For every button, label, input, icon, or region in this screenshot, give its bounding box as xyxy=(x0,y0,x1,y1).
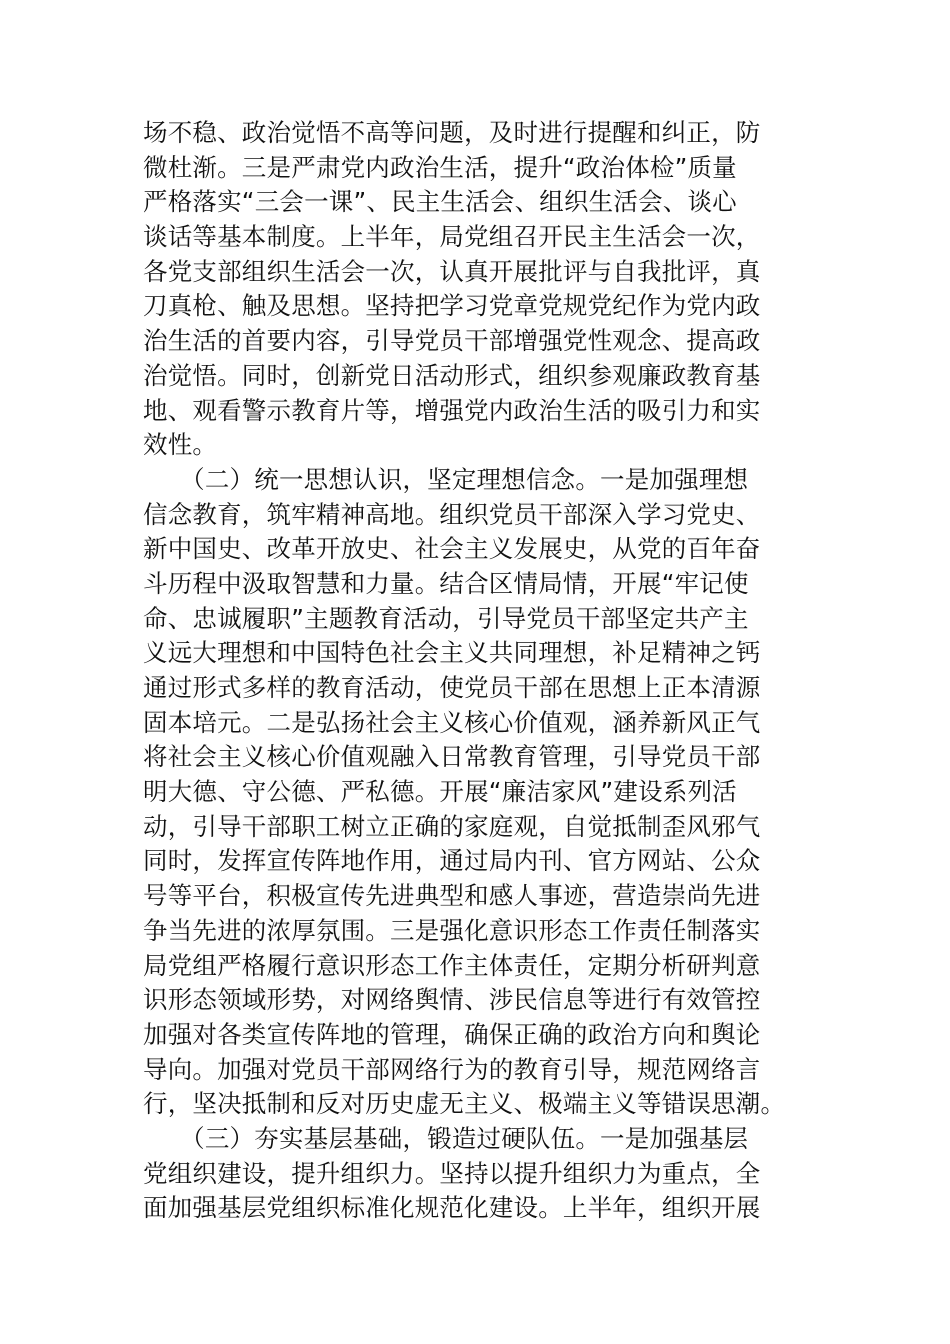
text-line-10: 效性。 xyxy=(143,430,218,460)
text-line-16: 义远大理想和中国特色社会主义共同理想，补足精神之钙 xyxy=(143,638,761,668)
text-line-27: 加强对各类宣传阵地的管理，确保正确的政治方向和舆论 xyxy=(143,1019,761,1049)
text-line-28: 导向。加强对党员干部网络行为的教育引导，规范网络言 xyxy=(143,1054,761,1084)
text-line-29: 行，坚决抵制和反对历史虚无主义、极端主义等错误思潮。 xyxy=(143,1089,786,1119)
text-line-22: 同时，发挥宣传阵地作用，通过局内刊、官方网站、公众 xyxy=(143,846,761,876)
text-line-14: 斗历程中汲取智慧和力量。结合区情局情，开展“牢记使 xyxy=(143,568,749,598)
section-heading-3-line: （三）夯实基层基础，锻造过硬队伍。一是加强基层 xyxy=(143,1123,749,1153)
section-heading-2-line: （二）统一思想认识，坚定理想信念。一是加强理想 xyxy=(143,464,749,494)
text-line-13: 新中国史、改革开放史、社会主义发展史，从党的百年奋 xyxy=(143,534,761,564)
text-line-8: 治觉悟。同时，创新党日活动形式，组织参观廉政教育基 xyxy=(143,360,761,390)
text-line-25: 局党组严格履行意识形态工作主体责任，定期分析研判意 xyxy=(143,950,761,980)
text-line-3: 严格落实“三会一课”、民主生活会、组织生活会、谈心 xyxy=(143,187,737,217)
text-line-18: 固本培元。二是弘扬社会主义核心价值观，涵养新风正气 xyxy=(143,707,761,737)
text-line-2: 微杜渐。三是严肃党内政治生活，提升“政治体检”质量 xyxy=(143,152,737,182)
text-line-23: 号等平台，积极宣传先进典型和感人事迹，营造崇尚先进 xyxy=(143,881,761,911)
text-line-21: 动，引导干部职工树立正确的家庭观，自觉抵制歪风邪气 xyxy=(143,811,761,841)
text-line-26: 识形态领域形势，对网络舆情、涉民信息等进行有效管控 xyxy=(143,985,761,1015)
text-line-1: 场不稳、政治觉悟不高等问题，及时进行提醒和纠正，防 xyxy=(143,118,761,147)
text-line-9: 地、观看警示教育片等，增强党内政治生活的吸引力和实 xyxy=(143,395,761,425)
text-line-24: 争当先进的浓厚氛围。三是强化意识形态工作责任制落实 xyxy=(143,915,761,945)
text-line-5: 各党支部组织生活会一次，认真开展批评与自我批评，真 xyxy=(143,256,761,286)
text-line-12: 信念教育，筑牢精神高地。组织党员干部深入学习党史、 xyxy=(143,499,761,529)
text-line-15: 命、忠诚履职”主题教育活动，引导党员干部坚定共产主 xyxy=(143,603,749,633)
text-line-17: 通过形式多样的教育活动，使党员干部在思想上正本清源 xyxy=(143,673,761,702)
text-line-6: 刀真枪、触及思想。坚持把学习党章党规党纪作为党内政 xyxy=(143,291,761,321)
text-line-7: 治生活的首要内容，引导党员干部增强党性观念、提高政 xyxy=(143,326,761,356)
text-line-31: 党组织建设，提升组织力。坚持以提升组织力为重点，全 xyxy=(143,1158,761,1188)
text-line-20: 明大德、守公德、严私德。开展“廉洁家风”建设系列活 xyxy=(143,777,737,807)
body-text xyxy=(143,116,809,1226)
text-line-4: 谈话等基本制度。上半年，局党组召开民主生活会一次， xyxy=(143,222,761,252)
text-line-32: 面加强基层党组织标准化规范化建设。上半年，组织开展 xyxy=(143,1193,761,1223)
text-line-19: 将社会主义核心价值观融入日常教育管理，引导党员干部 xyxy=(143,742,761,772)
